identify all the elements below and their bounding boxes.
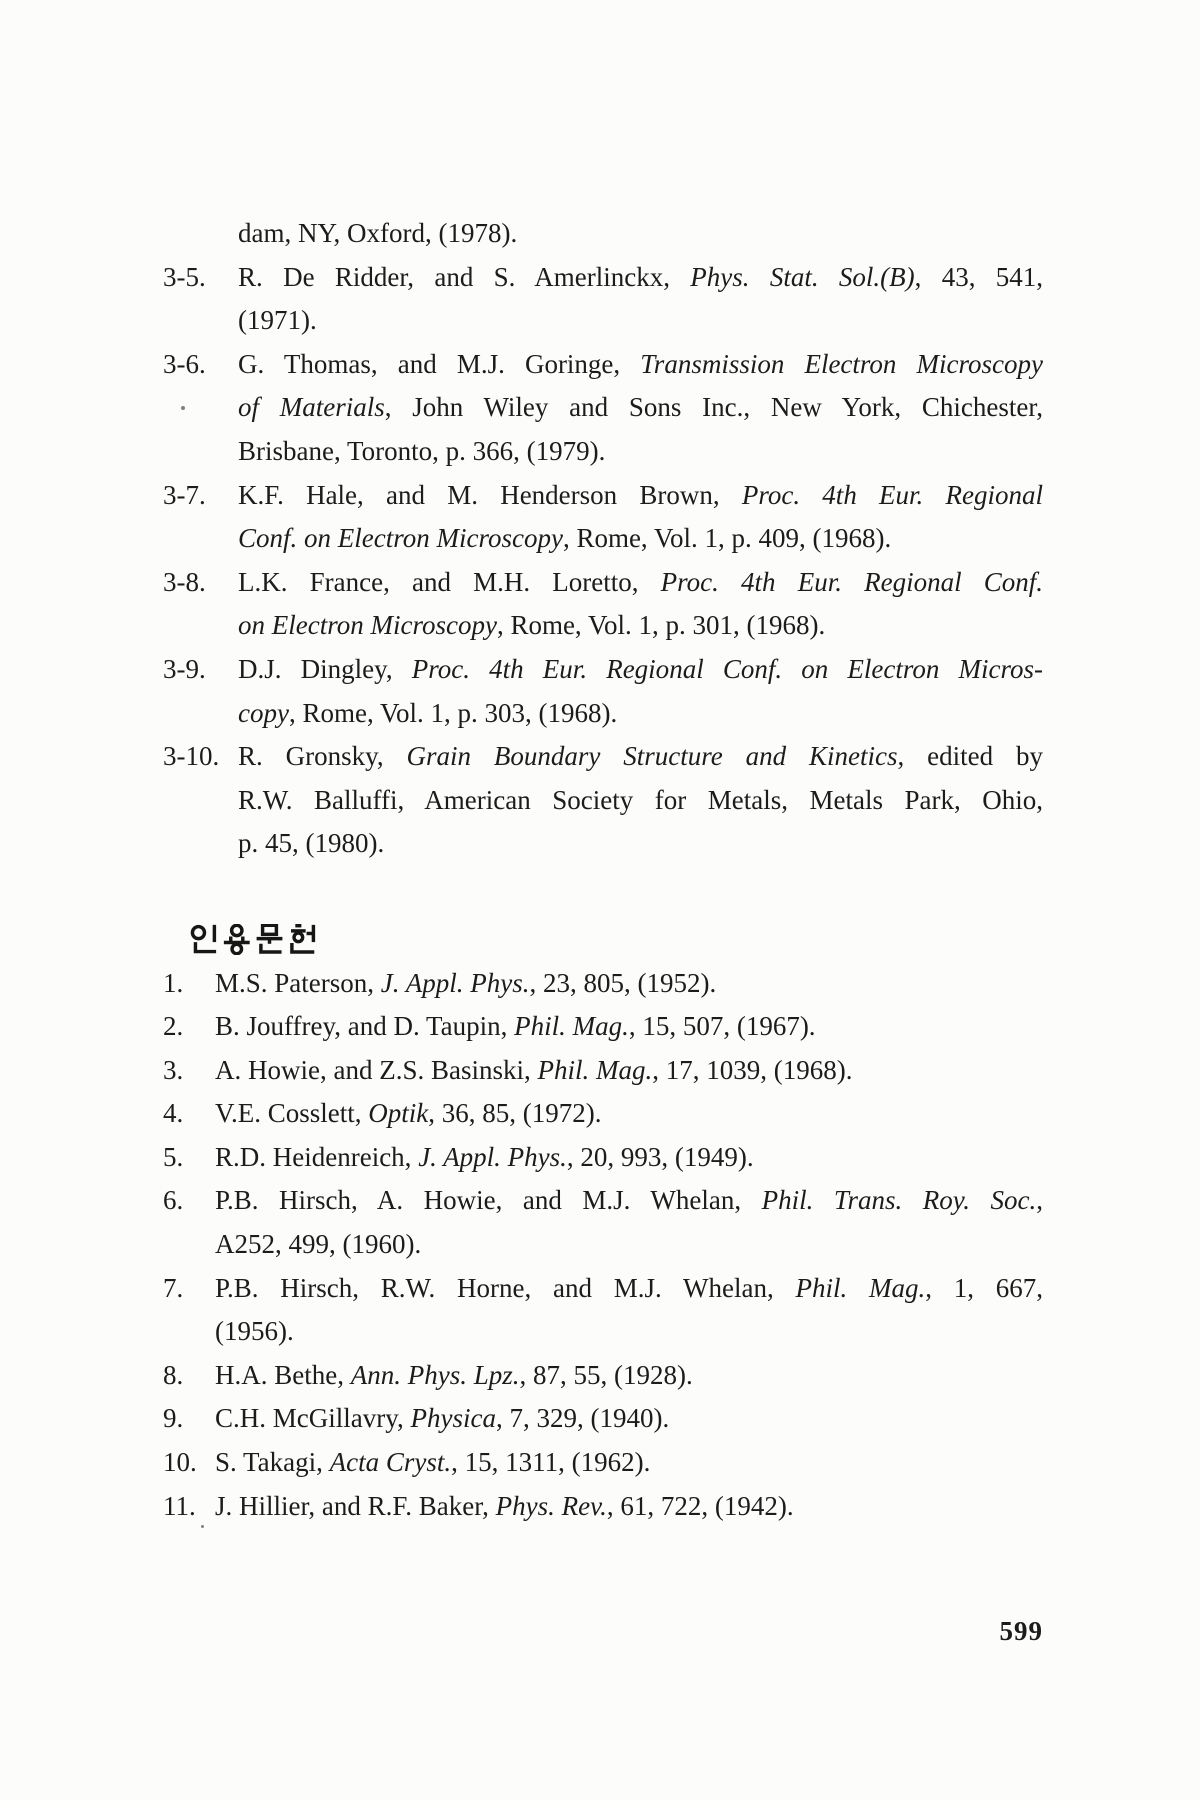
reference-item [163, 1092, 1043, 1136]
ref-segment: A252, 499, (1960). [215, 1229, 422, 1260]
ref-segment: , 15, 507, (1967). [628, 1011, 816, 1042]
chapter-references-section [163, 212, 1043, 866]
ref-segment: , Rome, Vol. 1, p. 409, (1968). [562, 523, 892, 554]
ref-segment: (1971). [238, 305, 317, 336]
reference-line [215, 1223, 1043, 1267]
ref-segment-italic: Physica [410, 1403, 496, 1434]
reference-line [238, 735, 1043, 779]
ref-segment-italic: Ann. Phys. Lpz. [350, 1359, 520, 1390]
reference-label: 3-6. [163, 348, 206, 379]
ref-segment: , 61, 722, (1942). [606, 1490, 794, 1521]
reference-item [163, 648, 1043, 735]
ref-segment: S. Takagi, [215, 1447, 330, 1478]
reference-item [163, 962, 1043, 1006]
ref-segment: A. Howie, and Z.S. Basinski, [215, 1054, 538, 1085]
reference-item [163, 1267, 1043, 1354]
ref-segment-italic: Proc. 4th Eur. Regional [741, 479, 1043, 510]
ref-segment: , 15, 1311, (1962). [451, 1447, 651, 1478]
reference-line [238, 822, 1043, 866]
reference-line [238, 561, 1043, 605]
reference-item [163, 343, 1043, 474]
reference-line [238, 779, 1043, 823]
cited-works-section [163, 918, 1043, 1528]
page-number: 599 [999, 1616, 1043, 1646]
reference-line [215, 1092, 1043, 1136]
ref-segment: G. Thomas, and M.J. Goringe, [238, 348, 641, 379]
ref-segment-italic: of Materials [238, 392, 385, 423]
ref-segment: , 36, 85, (1972). [428, 1098, 602, 1129]
reference-item [163, 1049, 1043, 1093]
ref-segment-italic: Optik [368, 1098, 429, 1129]
page-content [163, 212, 1043, 1528]
ref-segment: L.K. France, and M.H. Loretto, [238, 566, 661, 597]
ref-segment: , John Wiley and Sons Inc., New York, Chichester, [384, 392, 1043, 423]
reference-label: 6. [163, 1185, 184, 1216]
ref-segment-italic: Proc. 4th Eur. Regional Conf. on Electron Micros- [411, 653, 1043, 684]
reference-line [215, 1354, 1043, 1398]
reference-line [215, 1485, 1043, 1529]
ref-segment: , 43, 541, [914, 261, 1044, 292]
reference-label: 3-9. [163, 653, 206, 684]
reference-label: 5. [163, 1141, 184, 1172]
ref-segment-italic: Phil. Mag. [514, 1011, 629, 1042]
reference-item [163, 256, 1043, 343]
reference-item [163, 561, 1043, 648]
reference-line [238, 386, 1043, 430]
reference-line [215, 962, 1043, 1006]
reference-line [238, 343, 1043, 387]
reference-item [163, 212, 1043, 256]
ref-segment-italic: Phil. Trans. Roy. Soc. [761, 1185, 1037, 1216]
reference-label: 11. [163, 1490, 196, 1521]
reference-line [238, 256, 1043, 300]
reference-label: 3-7. [163, 479, 206, 510]
ref-segment-italic: Conf. on Electron Microscopy [238, 523, 563, 554]
print-speck [201, 1525, 204, 1528]
reference-line [215, 1441, 1043, 1485]
ref-segment: , 23, 805, (1952). [529, 967, 717, 998]
ref-segment: , 17, 1039, (1968). [652, 1054, 853, 1085]
reference-label: 8. [163, 1359, 184, 1390]
reference-line [238, 430, 1043, 474]
ref-segment: B. Jouffrey, and D. Taupin, [215, 1011, 515, 1042]
ref-segment: M.S. Paterson, [215, 967, 381, 998]
ref-segment: , 87, 55, (1928). [519, 1359, 693, 1390]
reference-label: 3-8. [163, 566, 206, 597]
ref-segment-italic: Phys. Rev. [495, 1490, 607, 1521]
reference-line [215, 1136, 1043, 1180]
ref-segment-italic: copy [238, 697, 289, 728]
ref-segment-italic: Phil. Mag. [795, 1272, 926, 1303]
reference-line [215, 1179, 1043, 1223]
ref-segment: R.D. Heidenreich, [215, 1141, 419, 1172]
korean-heading-glyphs [190, 924, 318, 955]
ref-segment: , 20, 993, (1949). [566, 1141, 754, 1172]
ref-segment: P.B. Hirsch, R.W. Horne, and M.J. Whelan, [215, 1272, 796, 1303]
reference-item [163, 1136, 1043, 1180]
ref-segment: C.H. McGillavry, [215, 1403, 411, 1434]
ref-segment: K.F. Hale, and M. Henderson Brown, [238, 479, 742, 510]
reference-line [215, 1397, 1043, 1441]
reference-line [238, 692, 1043, 736]
reference-line [238, 517, 1043, 561]
ref-segment-italic: Transmission Electron Microscopy [640, 348, 1043, 379]
reference-line [215, 1310, 1043, 1354]
ref-segment: , Rome, Vol. 1, p. 303, (1968). [288, 697, 618, 728]
reference-label: 1. [163, 967, 184, 998]
ref-segment: D.J. Dingley, [238, 653, 412, 684]
ref-segment: J. Hillier, and R.F. Baker, [215, 1490, 496, 1521]
reference-label: 10. [163, 1447, 197, 1478]
ref-segment-italic: on Electron Microscopy [238, 610, 497, 641]
reference-continuation-line [238, 212, 1043, 256]
ref-segment: R. Gronsky, [238, 741, 407, 772]
ref-segment-italic: Proc. 4th Eur. Regional Conf. [660, 566, 1043, 597]
ref-segment-italic: Acta Cryst. [329, 1447, 452, 1478]
reference-line [238, 648, 1043, 692]
reference-item [163, 1441, 1043, 1485]
ref-segment: R.W. Balluffi, American Society for Metals, Metals Park, Ohio, [238, 784, 1043, 815]
ref-segment-italic: Phys. Stat. Sol.(B) [690, 261, 915, 292]
ref-segment-italic: J. Appl. Phys. [380, 967, 530, 998]
ref-segment-italic: Phil. Mag. [537, 1054, 653, 1085]
ref-segment: , 1, 667, [925, 1272, 1044, 1303]
ref-segment: (1956). [215, 1316, 294, 1347]
ref-segment-italic: Grain Boundary Structure and Kinetics [406, 741, 898, 772]
reference-label: 3-5. [163, 261, 206, 292]
ref-segment: , 7, 329, (1940). [495, 1403, 670, 1434]
ref-segment: p. 45, (1980). [238, 828, 385, 859]
reference-label: 2. [163, 1011, 184, 1042]
reference-label: 9. [163, 1403, 184, 1434]
ref-segment: , [1036, 1185, 1043, 1216]
reference-item [163, 1179, 1043, 1266]
ref-segment: P.B. Hirsch, A. Howie, and M.J. Whelan, [215, 1185, 762, 1216]
ref-segment: R. De Ridder, and S. Amerlinckx, [238, 261, 691, 292]
reference-label: 7. [163, 1272, 184, 1303]
reference-item [163, 735, 1043, 866]
ref-segment-italic: J. Appl. Phys. [418, 1141, 567, 1172]
ref-segment: V.E. Cosslett, [215, 1098, 369, 1129]
reference-label: 3. [163, 1054, 184, 1085]
reference-item [163, 1005, 1043, 1049]
cited-works-heading [190, 918, 1043, 962]
ref-segment: , Rome, Vol. 1, p. 301, (1968). [496, 610, 826, 641]
reference-item [163, 1485, 1043, 1529]
ref-segment: H.A. Bethe, [215, 1359, 351, 1390]
reference-line [215, 1267, 1043, 1311]
reference-item [163, 1354, 1043, 1398]
reference-label: 4. [163, 1098, 184, 1129]
print-speck [181, 406, 185, 410]
reference-line [215, 1049, 1043, 1093]
reference-line [238, 474, 1043, 518]
ref-segment: dam, NY, Oxford, (1978). [238, 218, 518, 248]
ref-segment: , edited by [897, 741, 1043, 772]
reference-item [163, 1397, 1043, 1441]
reference-label: 3-10. [163, 741, 220, 772]
reference-item [163, 474, 1043, 561]
reference-line [215, 1005, 1043, 1049]
reference-line [238, 604, 1043, 648]
reference-line [238, 299, 1043, 343]
ref-segment: Brisbane, Toronto, p. 366, (1979). [238, 435, 606, 466]
